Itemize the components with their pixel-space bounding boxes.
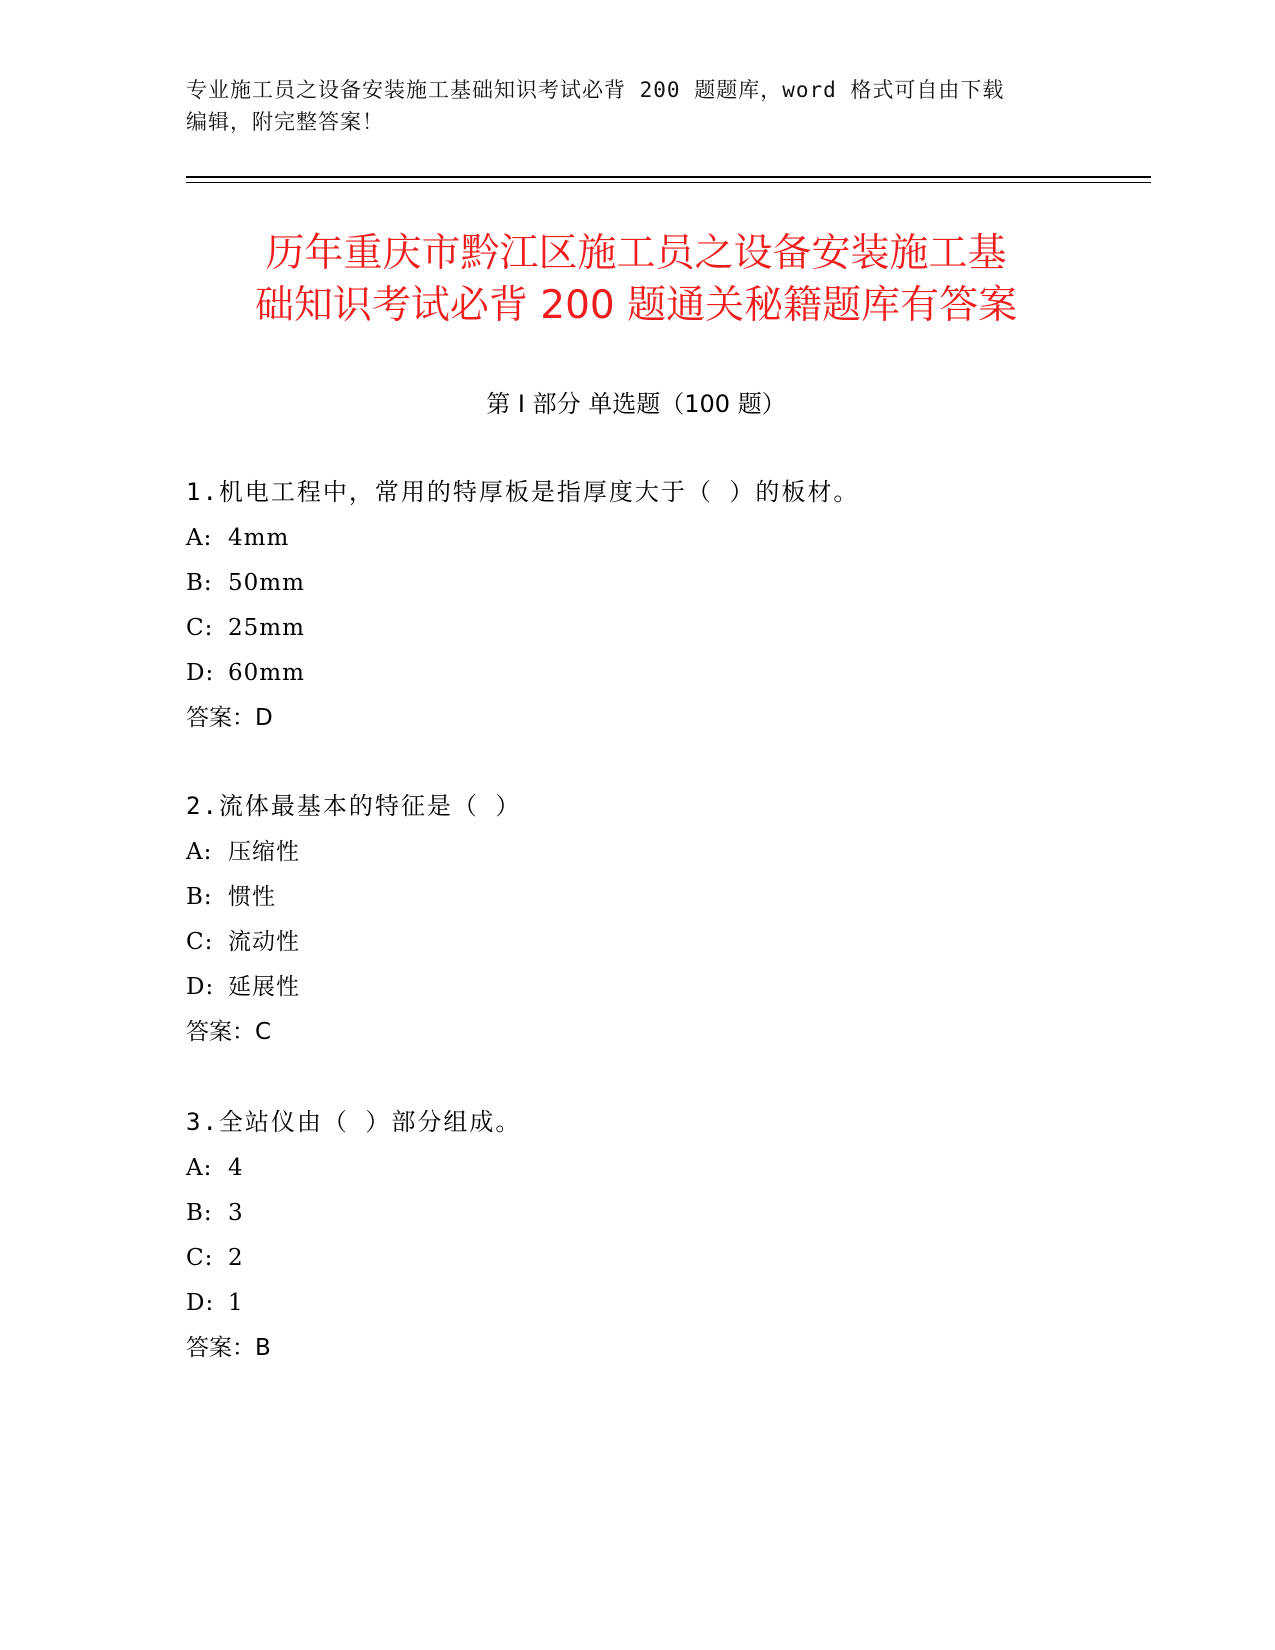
option-text: 25mm [228,615,305,641]
option-d [186,971,1086,1016]
answer-line: 答案：C [186,1019,272,1045]
option-letter: C: [186,929,214,955]
option-text: 3 [228,1200,244,1226]
question-stem: 3.全站仪由（ ）部分组成。 [186,1108,522,1136]
option-letter: C: [186,1245,214,1271]
section-heading: 第 I 部分 单选题（100 题） [486,390,786,418]
option-a [186,836,1086,881]
option-text: 惯性 [228,884,276,910]
option-text: 流动性 [228,929,300,955]
option-text: 1 [228,1290,244,1316]
option-b [186,567,1086,612]
option-b [186,881,1086,926]
document-title-line-1: 历年重庆市黔江区施工员之设备安装施工基 [265,231,1007,276]
option-d [186,657,1086,702]
header-note-line-2: 编辑，附完整答案！ [186,110,384,134]
option-letter: C: [186,615,214,641]
option-c [186,612,1086,657]
answer-line: 答案：D [186,705,273,731]
answer-line: 答案：B [186,1335,271,1361]
option-letter: A: [186,839,213,865]
option-text: 2 [228,1245,244,1271]
option-d [186,1287,1086,1332]
option-letter: B: [186,570,213,596]
option-letter: A: [186,525,213,551]
document-title-line-2: 础知识考试必背 200 题通关秘籍题库有答案 [254,283,1018,328]
option-text: 60mm [228,660,305,686]
header-divider-thick [186,176,1151,178]
question-2 [186,790,1086,1061]
option-text: 4 [228,1155,244,1181]
option-letter: A: [186,1155,213,1181]
option-letter: D: [186,660,215,686]
option-text: 4mm [228,525,290,551]
question-1 [186,476,1086,747]
option-text: 延展性 [228,974,300,1000]
option-letter: B: [186,1200,213,1226]
question-stem: 1.机电工程中，常用的特厚板是指厚度大于（ ）的板材。 [186,478,860,506]
header-divider-thin [186,182,1151,183]
document-title [186,228,1086,332]
option-c [186,1242,1086,1287]
option-letter: B: [186,884,213,910]
question-3 [186,1106,1086,1377]
option-text: 50mm [228,570,305,596]
option-c [186,926,1086,971]
option-letter: D: [186,974,215,1000]
option-text: 压缩性 [228,839,300,865]
option-a [186,1152,1086,1197]
header-note [186,74,1086,138]
option-letter: D: [186,1290,215,1316]
option-b [186,1197,1086,1242]
question-stem: 2.流体最基本的特征是（ ） [186,792,522,820]
option-a [186,522,1086,567]
header-note-line-1: 专业施工员之设备安装施工基础知识考试必背 200 题题库，word 格式可自由下载 [186,78,1005,102]
